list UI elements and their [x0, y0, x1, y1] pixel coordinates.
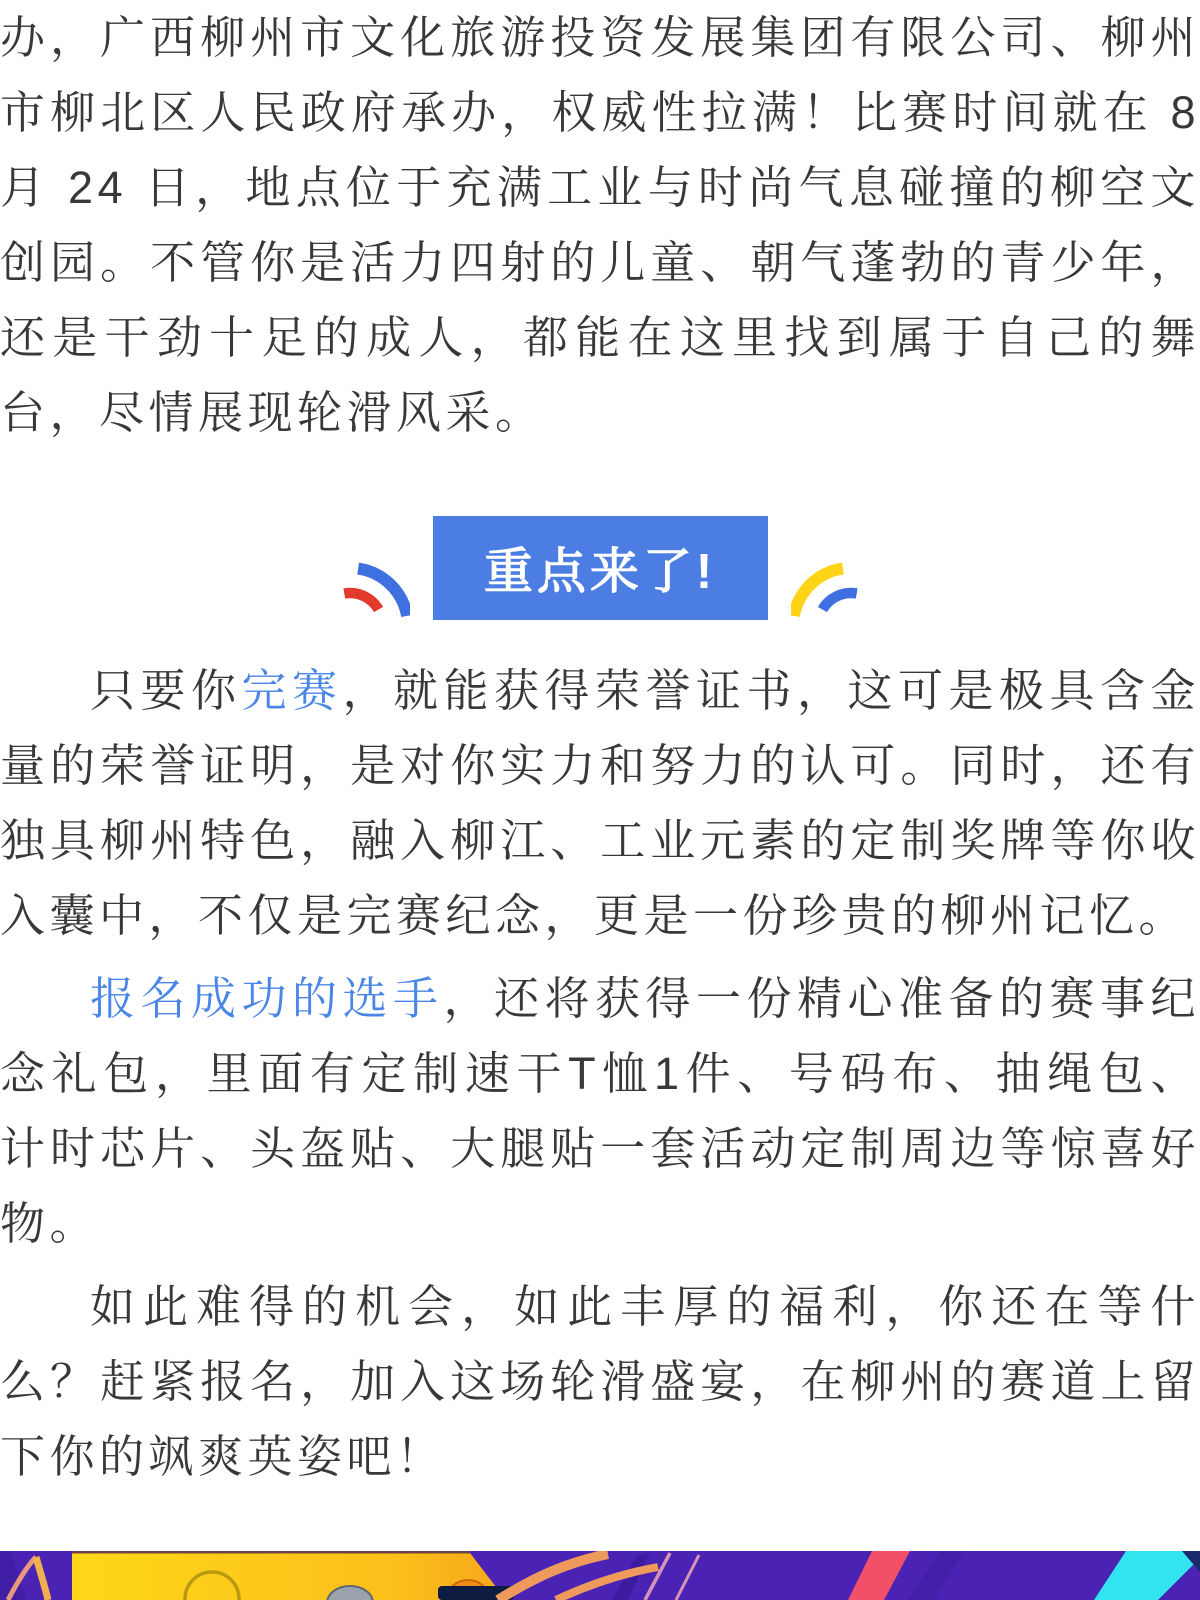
- right-arcs-decoration-icon: [791, 548, 859, 628]
- key-point-banner: [433, 516, 768, 620]
- paragraph-organizers: 办，广西柳州市文化旅游投资发展集团有限公司、柳州市柳北区人民政府承办，权威性拉满！比赛时间就在 8 月 24 日，地点位于充满工业与时尚气息碰撞的柳空文创园。不管你是活力四射的儿童、朝气蓬勃的青少年，还是干劲十足的成人，都能在这里找到属于自己的舞台，尽情展现轮滑风采。: [0, 12, 1200, 438]
- key-point-banner-row: [0, 516, 1200, 620]
- paragraph-rewards-rest: ，就能获得荣誉证书，这可是极具含金量的荣誉证明，是对你实力和努力的认可。同时，还有独具柳州特色，融入柳江、工业元素的定制奖牌等你收入囊中，不仅是完赛纪念，更是一份珍贵的柳州记忆。: [0, 665, 1200, 941]
- paragraph-rewards-prefix: 只要你: [90, 665, 242, 716]
- paragraph-call-to-action: 如此难得的机会，如此丰厚的福利，你还在等什么？赶紧报名，加入这场轮滑盛宴，在柳州的赛道上留下你的飒爽英姿吧！: [0, 1281, 1200, 1482]
- banner-label: 重点来了!: [483, 545, 717, 599]
- poster-image[interactable]: [0, 1551, 1200, 1600]
- highlight-finish-race: 完赛: [241, 665, 343, 716]
- paragraph-gift-pack-rest: ，还将获得一份精心准备的赛事纪念礼包，里面有定制速干T恤1件、号码布、抽绳包、计时芯片、头盔贴、大腿贴一套活动定制周边等惊喜好物。: [0, 973, 1200, 1249]
- highlight-registered-players: 报名成功的选手: [90, 973, 444, 1024]
- paragraph-gift-pack: [0, 961, 1200, 1261]
- paragraph-rewards: [0, 653, 1200, 953]
- left-arcs-decoration-icon: [342, 548, 410, 628]
